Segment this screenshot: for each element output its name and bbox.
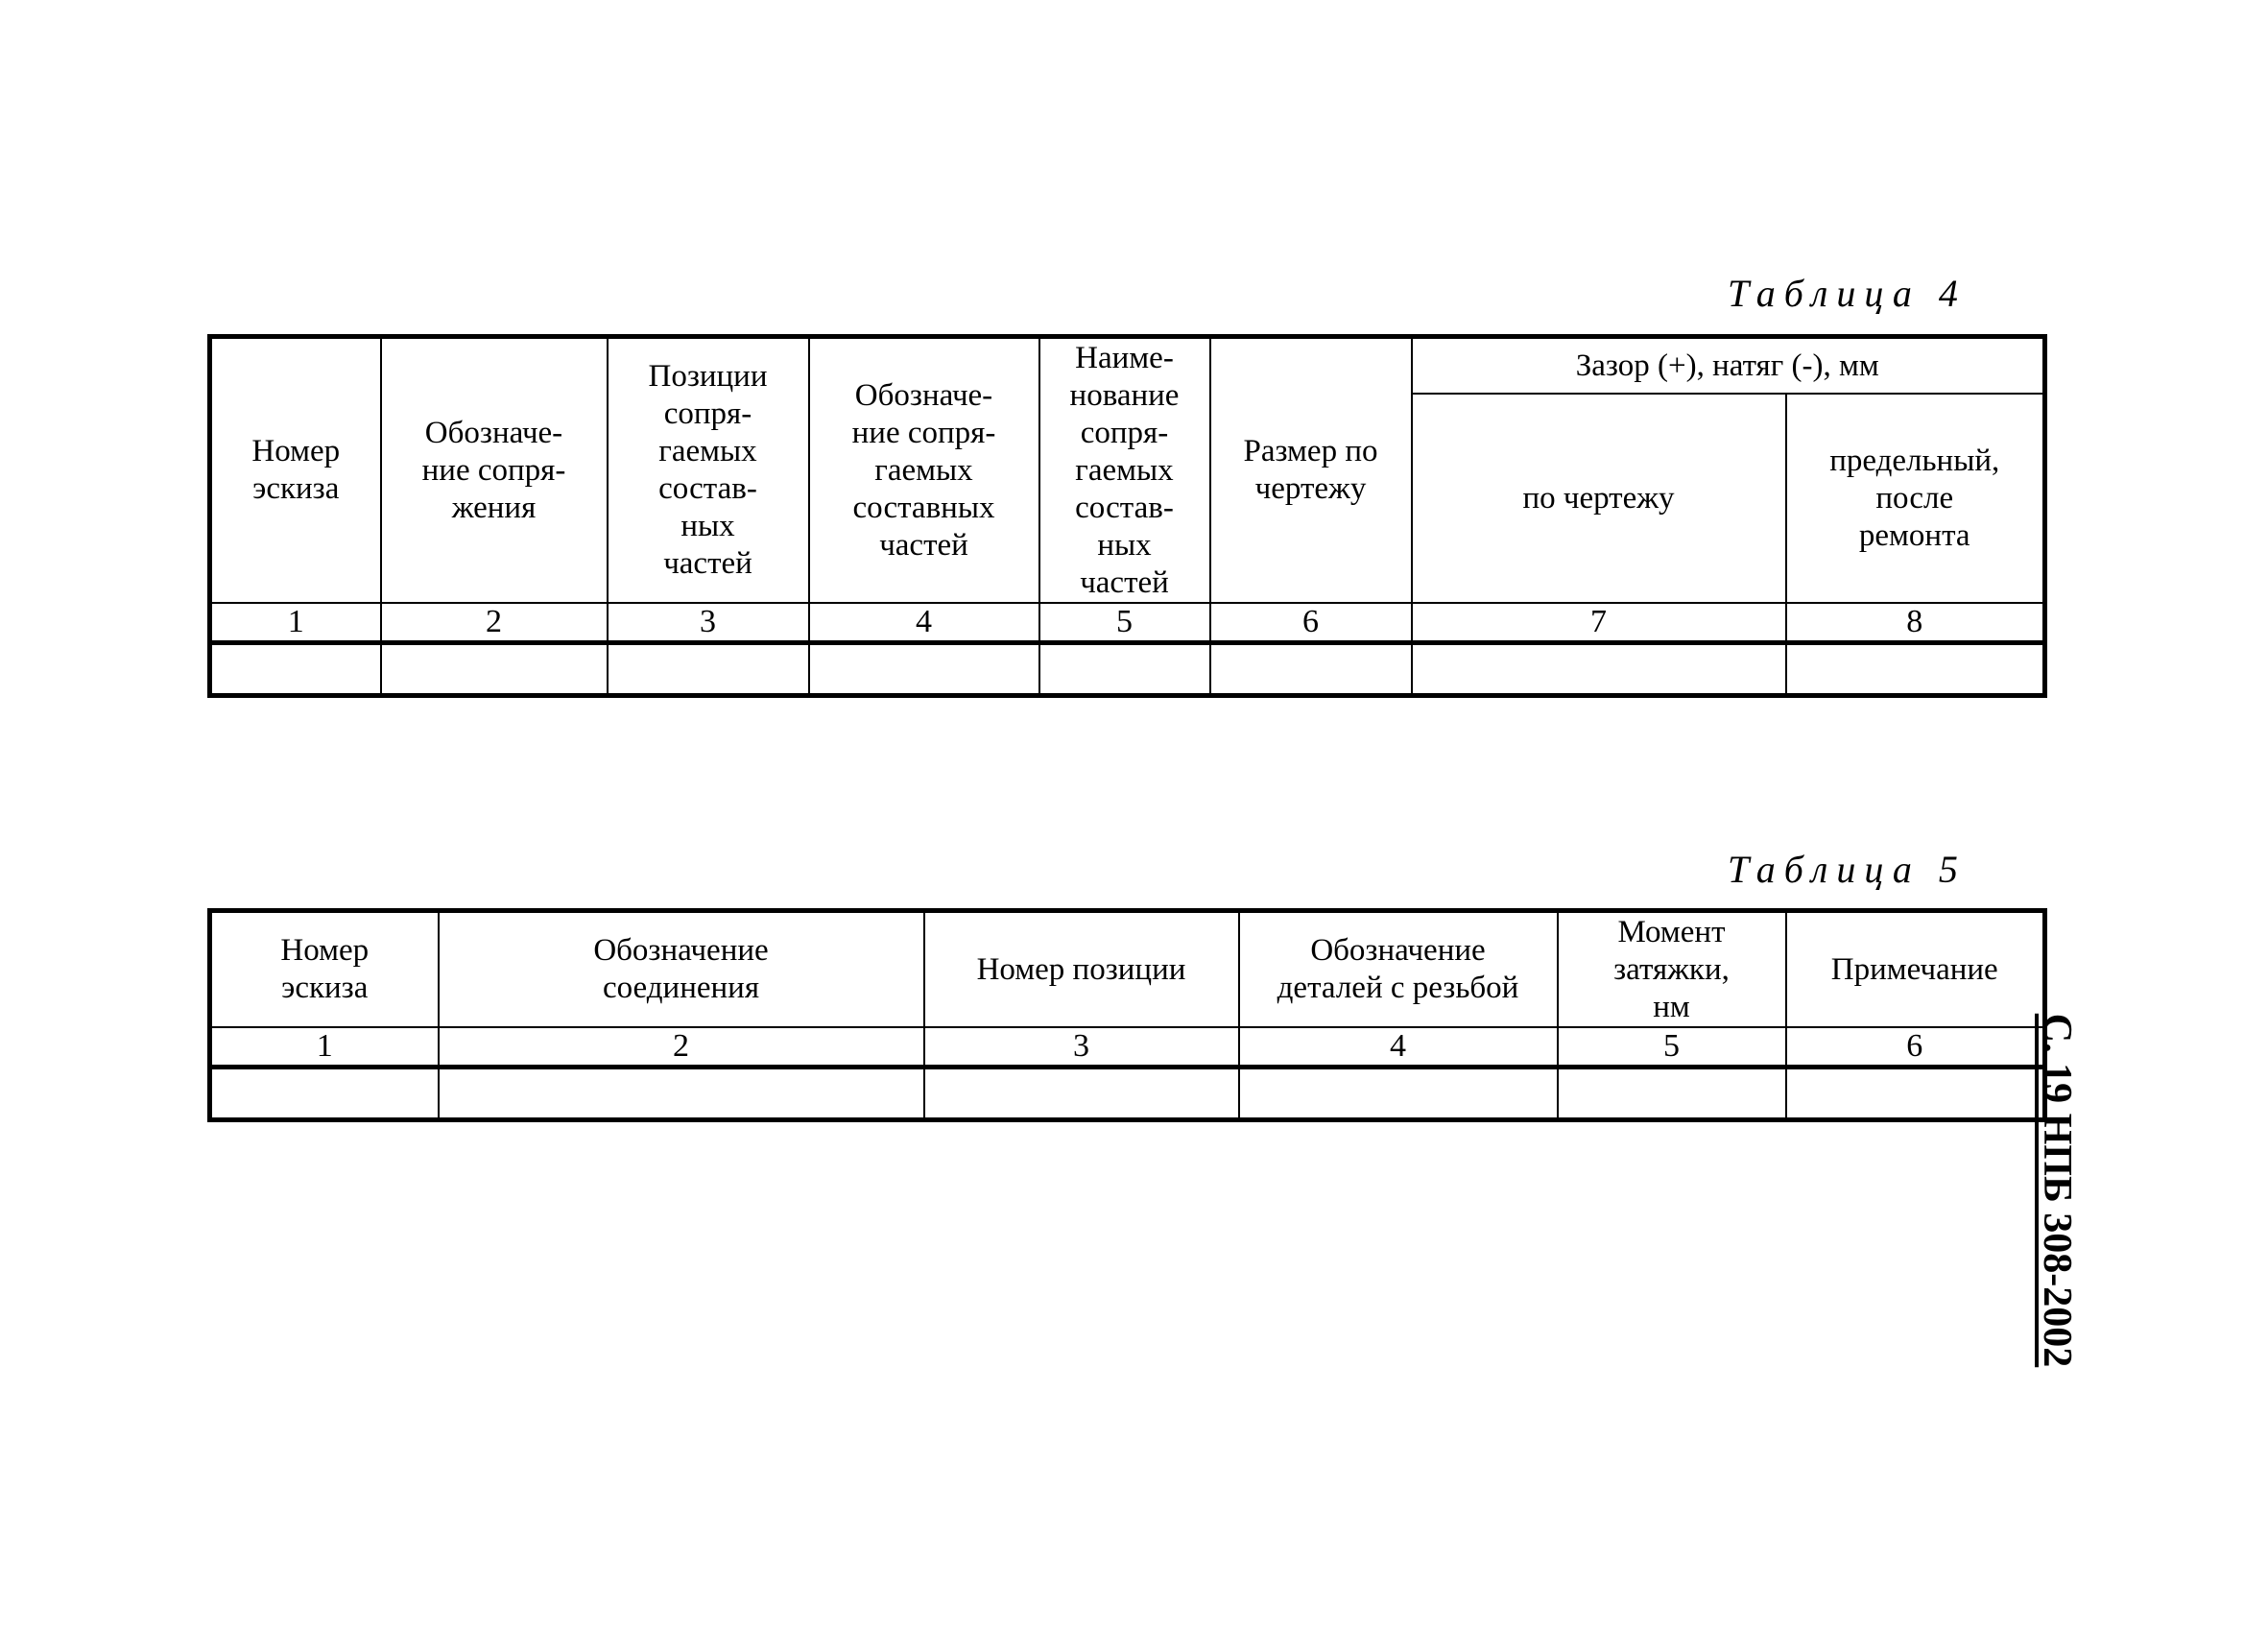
empty-cell [1239, 1068, 1558, 1120]
table-4 [207, 334, 2047, 698]
column-number: 5 [1039, 603, 1210, 643]
table4-caption: Таблица 4 [1728, 272, 1967, 315]
table5-caption: Таблица 5 [1728, 848, 1967, 891]
column-number: 6 [1210, 603, 1412, 643]
column-number: 7 [1412, 603, 1786, 643]
column-number: 3 [608, 603, 809, 643]
empty-cell [1786, 643, 2045, 696]
header-gap-group: Зазор (+), натяг (-), мм [1412, 337, 2045, 395]
column-number: 1 [210, 603, 381, 643]
header-threaded-parts: Обозначение деталей с резьбой [1239, 911, 1558, 1028]
header-torque: Момент затяжки, нм [1558, 911, 1786, 1028]
empty-cell [1558, 1068, 1786, 1120]
column-number: 5 [1558, 1027, 1786, 1068]
header-connection-designation: Обозначение соединения [439, 911, 924, 1028]
table-row [210, 643, 2045, 696]
column-number: 6 [1786, 1027, 2045, 1068]
empty-cell [1039, 643, 1210, 696]
column-numbers-row [210, 603, 2045, 643]
column-number: 2 [381, 603, 608, 643]
empty-cell [1786, 1068, 2045, 1120]
empty-cell [608, 643, 809, 696]
column-number: 2 [439, 1027, 924, 1068]
empty-cell [1412, 643, 1786, 696]
table-row [210, 1068, 2045, 1120]
page-number-text: С. 19 НПБ 308-2002 [2034, 1013, 2079, 1368]
column-number: 4 [1239, 1027, 1558, 1068]
empty-cell [210, 643, 381, 696]
header-parts-designation: Обозначе- ние сопря- гаемых составных частей [809, 337, 1039, 604]
header-drawing-size: Размер по чертежу [1210, 337, 1412, 604]
header-position-number: Номер позиции [924, 911, 1239, 1028]
table-5 [207, 908, 2047, 1122]
header-limit-after-repair: предельный, после ремонта [1786, 394, 2045, 603]
page-number-label [2035, 970, 2078, 1411]
empty-cell [809, 643, 1039, 696]
header-sketch-number: Номер эскиза [210, 337, 381, 604]
header-fit-designation: Обозначе- ние сопря- жения [381, 337, 608, 604]
empty-cell [1210, 643, 1412, 696]
empty-cell [924, 1068, 1239, 1120]
empty-cell [381, 643, 608, 696]
header-per-drawing: по чертежу [1412, 394, 1786, 603]
column-number: 8 [1786, 603, 2045, 643]
column-number: 1 [210, 1027, 439, 1068]
column-numbers-row [210, 1027, 2045, 1068]
header-note: Примечание [1786, 911, 2045, 1028]
column-number: 3 [924, 1027, 1239, 1068]
header-sketch-number: Номер эскиза [210, 911, 439, 1028]
empty-cell [439, 1068, 924, 1120]
column-number: 4 [809, 603, 1039, 643]
header-parts-name: Наиме- нование сопря- гаемых состав- ных частей [1039, 337, 1210, 604]
header-positions: Позиции сопря- гаемых состав- ных частей [608, 337, 809, 604]
empty-cell [210, 1068, 439, 1120]
